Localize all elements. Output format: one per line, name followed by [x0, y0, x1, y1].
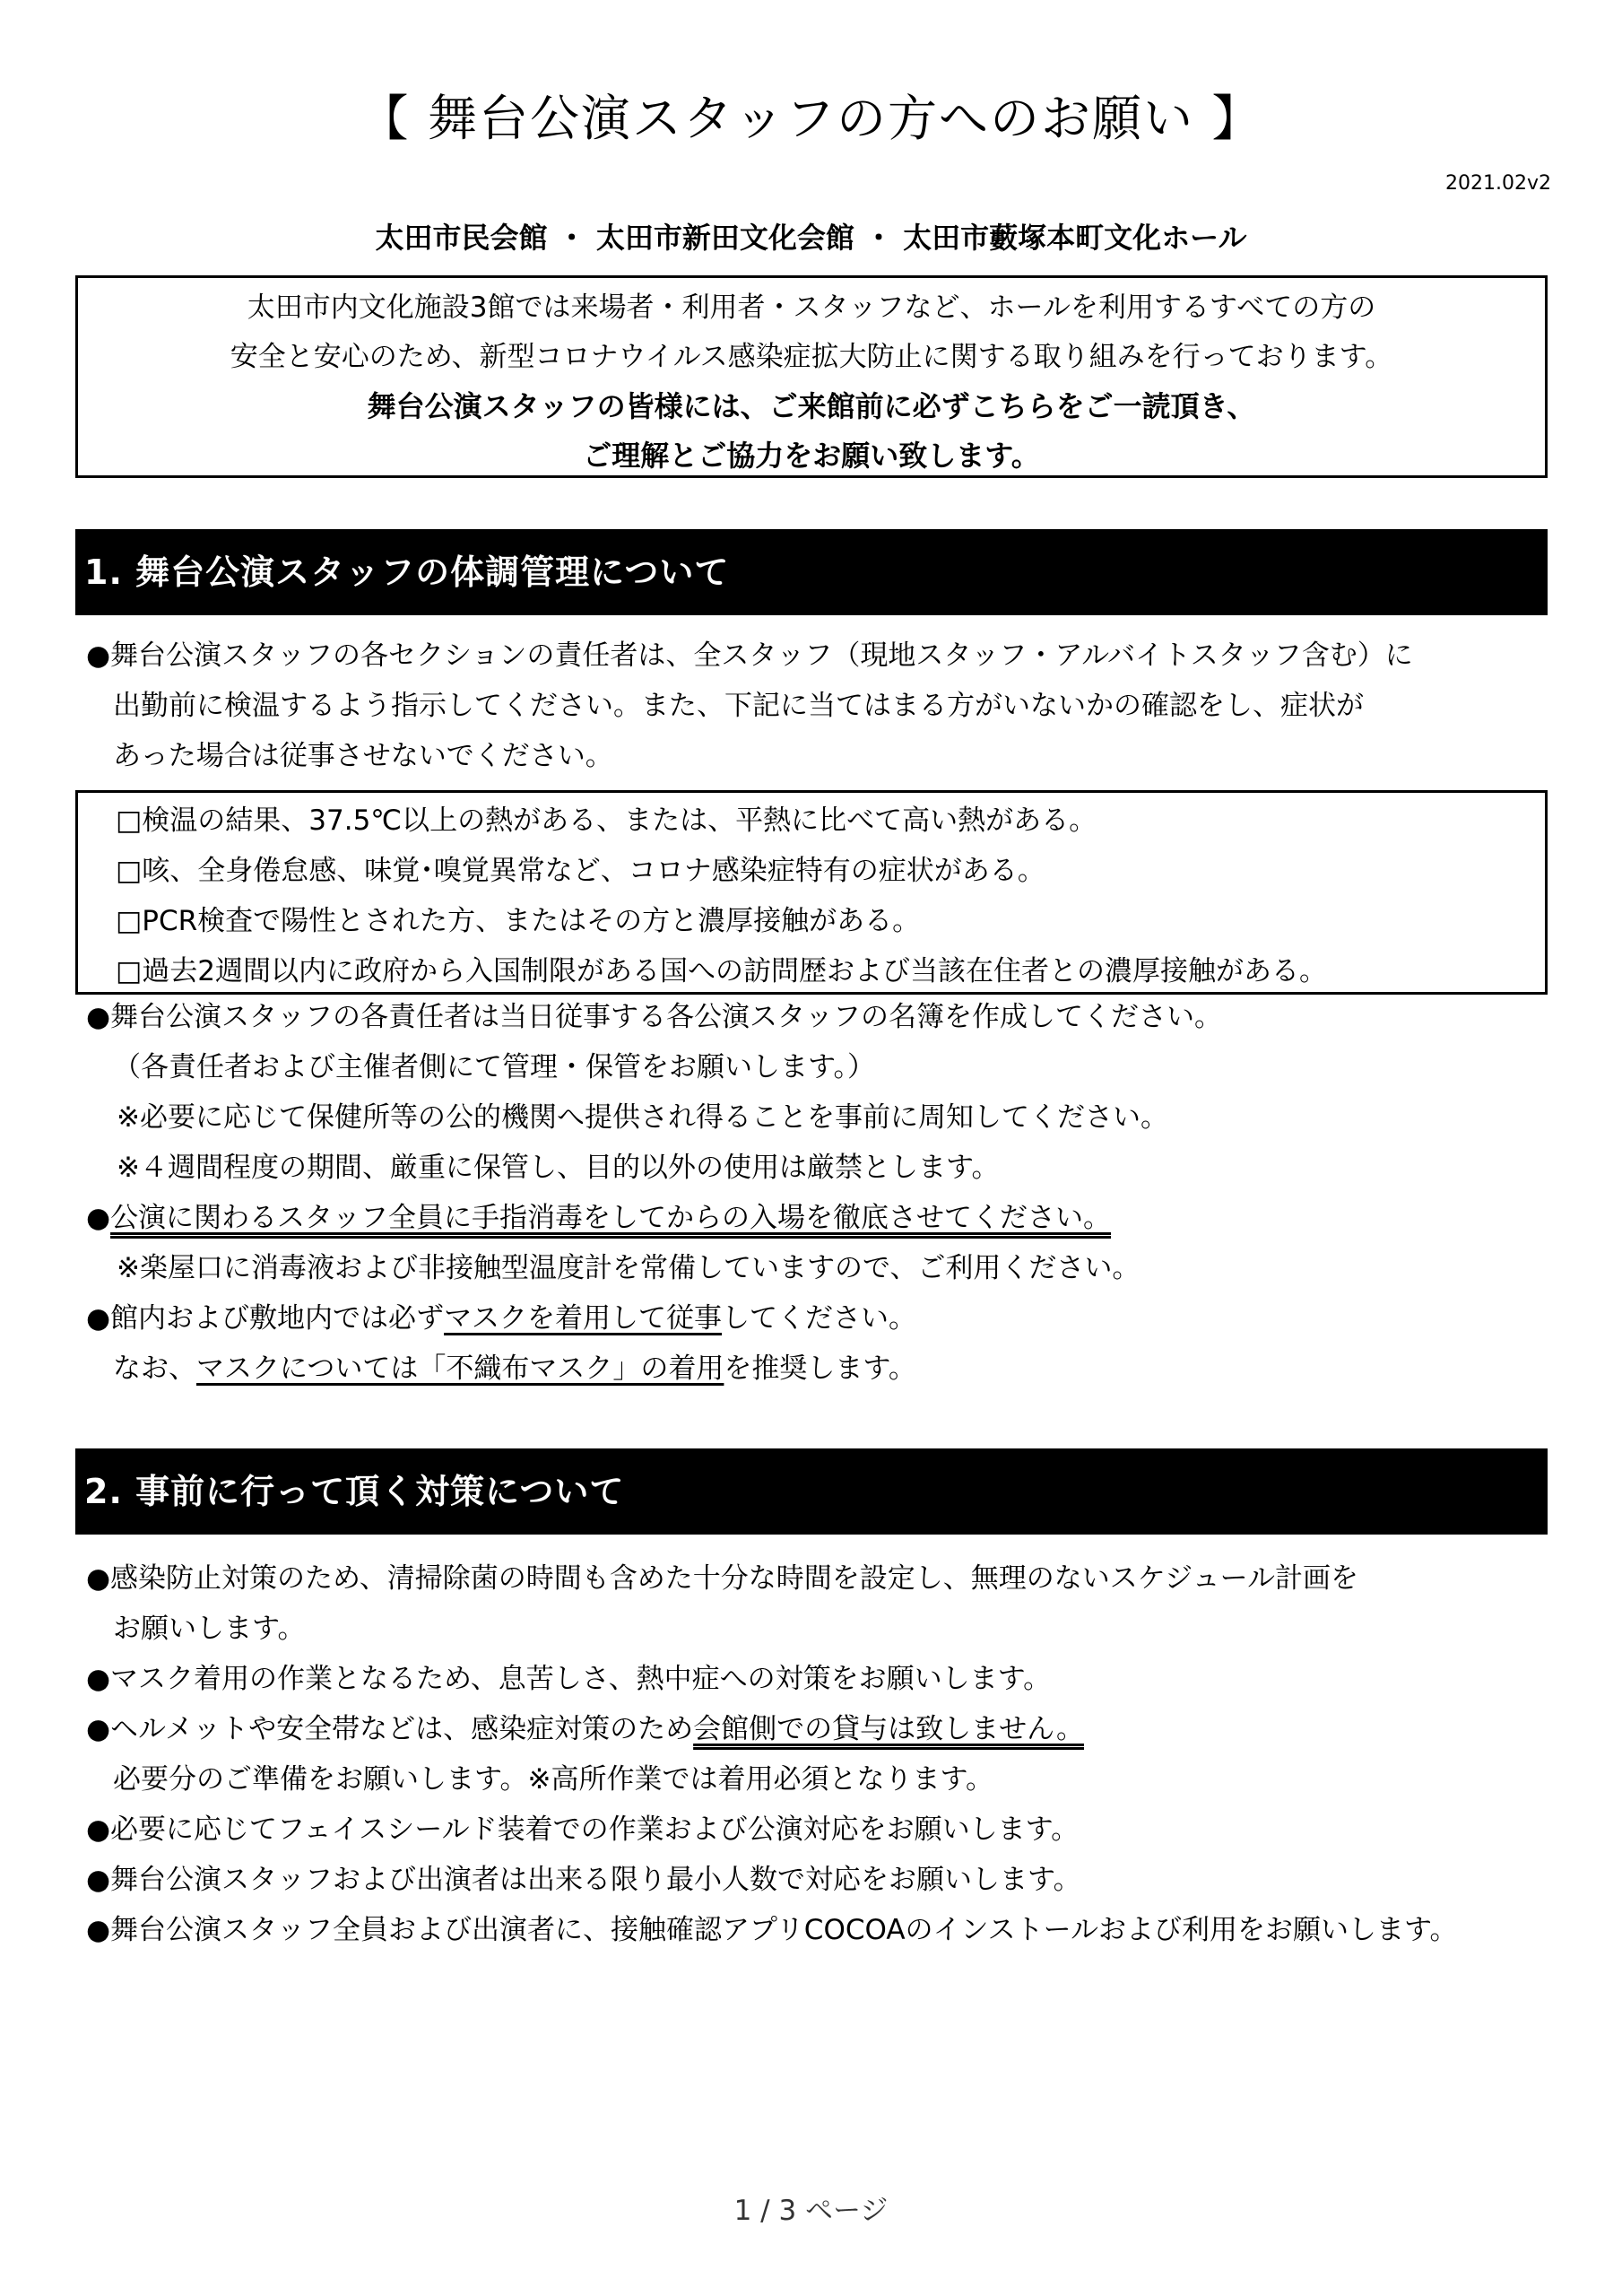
paragraph-line: ※４週間程度の期間、厳重に保管し、目的以外の使用は厳禁とします。 [117, 1152, 1000, 1184]
list-item-continuation: お願いします。 [113, 1613, 306, 1645]
underlined-text: マスクについては「不織布マスク」の着用 [196, 1352, 724, 1385]
venue-list: 太田市民会館 ・ 太田市新田文化会館 ・ 太田市藪塚本町文化ホール [375, 221, 1247, 255]
bullet: ● [86, 1202, 111, 1234]
paragraph-line: ●舞台公演スタッフの各セクションの責任者は、全スタッフ（現地スタッフ・アルバイトスタッフ含む）に [86, 639, 1413, 672]
symptom-checklist [75, 790, 1548, 995]
text: なお、 [113, 1352, 196, 1385]
underlined-text: 会館側での貸与は致しません。 [693, 1713, 1084, 1745]
checklist-item: □検温の結果、37.5℃以上の熱がある、または、平熱に比べて高い熱がある。 [116, 804, 1097, 837]
list-item: ●マスク着用の作業となるため、息苦しさ、熱中症への対策をお願いします。 [86, 1663, 1052, 1695]
section-1-paragraph-1 [86, 631, 1566, 781]
document-title: 【 舞台公演スタッフの方へのお願い 】 [359, 90, 1263, 147]
text: を推奨します。 [724, 1352, 916, 1385]
section-2-header: 2. 事前に行って頂く対策について [75, 1448, 1548, 1535]
paragraph-line [86, 1344, 1566, 1394]
list-item: ●舞台公演スタッフ全員および出演者に、接触確認アプリCOCOAのインストールおよび利用をお願いします。 [86, 1914, 1458, 1946]
text: ●ヘルメットや安全帯などは、感染症対策のため [86, 1713, 694, 1745]
underlined-text: 公演に関わるスタッフ全員に手指消毒をしてからの入場を徹底させてください。 [110, 1202, 1112, 1234]
version-label: 2021.02v2 [1445, 172, 1551, 195]
intro-line: 太田市内文化施設3館では来場者・利用者・スタッフなど、ホールを利用するすべての方の [247, 291, 1376, 324]
checklist-item: □PCR検査で陽性とされた方、またはその方と濃厚接触がある。 [116, 905, 921, 937]
page-number: 1 / 3 ページ [733, 2195, 889, 2227]
text: ●館内および敷地内では必ず [86, 1302, 445, 1335]
list-item [86, 1704, 1566, 1754]
intro-line-bold: ご理解とご協力をお願い致します。 [583, 439, 1040, 473]
checklist-item: □咳、全身倦怠感、味覚･嗅覚異常など、コロナ感染症特有の症状がある。 [116, 855, 1045, 887]
intro-box [75, 275, 1548, 478]
list-item-continuation: 必要分のご準備をお願いします。※高所作業では着用必須となります。 [113, 1763, 994, 1796]
paragraph-line: ※楽屋口に消毒液および非接触型温度計を常備していますので、ご利用ください。 [117, 1252, 1141, 1284]
paragraph-line: あった場合は従事させないでください。 [113, 740, 613, 772]
checklist-item: □過去2週間以内に政府から入国制限がある国への訪問歴および当該在住者との濃厚接触がある。 [116, 955, 1328, 987]
text: してください。 [722, 1302, 917, 1335]
paragraph-line: ※必要に応じて保健所等の公的機関へ提供され得ることを事前に周知してください。 [117, 1101, 1168, 1134]
list-item: ●必要に応じてフェイスシールド装着での作業および公演対応をお願いします。 [86, 1813, 1080, 1846]
paragraph-line: 出勤前に検温するよう指示してください。また、下記に当てはまる方がいないかの確認をし、症状が [113, 690, 1364, 722]
paragraph-line [86, 1193, 1566, 1243]
list-item: ●舞台公演スタッフおよび出演者は出来る限り最小人数で対応をお願いします。 [86, 1864, 1081, 1896]
list-item: ●感染防止対策のため、清掃除菌の時間も含めた十分な時間を設定し、無理のないスケジュール計画を [86, 1562, 1358, 1595]
paragraph-line: ●舞台公演スタッフの各責任者は当日従事する各公演スタッフの名簿を作成してください。 [86, 1001, 1223, 1033]
section-1-header: 1. 舞台公演スタッフの体調管理について [75, 529, 1548, 615]
underlined-text: マスクを着用して従事 [444, 1302, 723, 1335]
section-2-list [86, 1553, 1566, 1955]
intro-line: 安全と安心のため、新型コロナウイルス感染症拡大防止に関する取り組みを行っております。 [230, 341, 1393, 373]
section-1-paragraph-2 [86, 992, 1566, 1394]
intro-line-bold: 舞台公演スタッフの皆様には、ご来館前に必ずこちらをご一読頂き、 [367, 389, 1256, 423]
paragraph-line: （各責任者および主催者側にて管理・保管をお願いします。） [113, 1051, 876, 1083]
paragraph-line [86, 1293, 1566, 1344]
